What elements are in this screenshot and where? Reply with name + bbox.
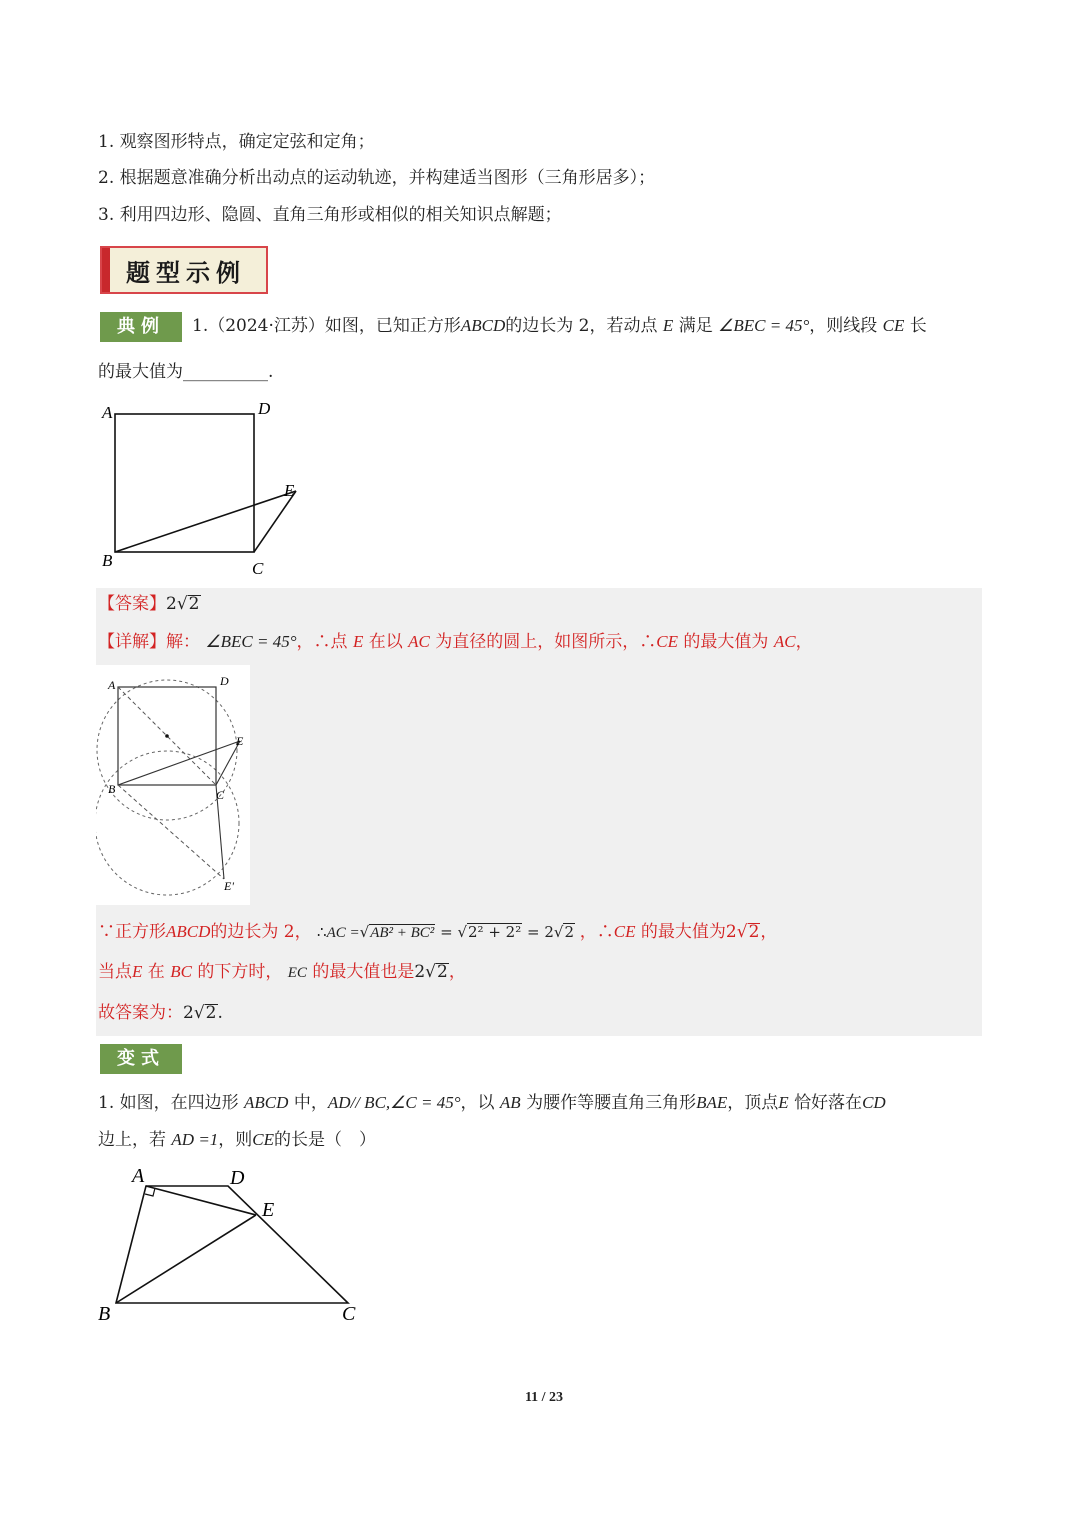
segment-be: [116, 1215, 256, 1303]
answer-line: [98, 594, 201, 614]
segment-be-prime: [118, 785, 224, 879]
q-mid1: 的边长为 2，若动点: [505, 316, 658, 336]
v-bae: BAE: [696, 1093, 728, 1112]
fig3-label-d: D: [230, 1167, 245, 1189]
sqrt-sign-3: √: [553, 923, 564, 941]
v-prefix: 1. 如图，在四边形: [98, 1093, 239, 1113]
detail-e: E: [352, 632, 364, 651]
detail-5: 的最大值为: [683, 632, 769, 652]
detail-line: [98, 632, 813, 652]
answer-label: 【答案】: [98, 594, 166, 614]
v-ab: AB: [499, 1093, 521, 1112]
v-mid4: ，顶点: [727, 1093, 779, 1113]
sol-l2-bc: BC: [170, 962, 192, 981]
variant-question-line1: [98, 1093, 886, 1113]
banner-accent: [102, 248, 110, 292]
sol-l1-eq2: = 2: [527, 923, 554, 941]
q-ce: CE: [882, 316, 905, 335]
sol-l1-rad2: 2² + 2²: [468, 923, 522, 941]
detail-4: ∴: [639, 632, 657, 652]
fig3-label-e: E: [262, 1199, 275, 1221]
step-2: 2. 根据题意准确分析出动点的运动轨迹，并构建适当图形（三角形居多）；: [98, 168, 656, 188]
detail-1: ，∴点: [296, 632, 348, 652]
center-dot: [165, 734, 169, 738]
v-cd: CD: [862, 1093, 886, 1112]
fig2-label-e-prime: E': [224, 879, 234, 893]
sqrt-sign-4: √: [736, 922, 748, 942]
square-abcd: [115, 414, 254, 552]
sol-l3-coef: 2: [183, 1003, 194, 1023]
answer-rad: 2: [188, 594, 200, 614]
section-banner: [100, 246, 268, 294]
answer-coef: 2: [166, 594, 177, 614]
sol-l1-eq: =: [440, 923, 453, 941]
sol-l1-formula-a: AC =: [326, 925, 360, 941]
v-cond: AD// BC,∠C = 45°: [327, 1093, 461, 1112]
fig2-label-e: E: [236, 734, 244, 748]
example-question-line1: [192, 316, 927, 336]
detail-ac2: AC: [773, 632, 796, 651]
figure-square-abcd: [98, 398, 308, 580]
sol-l1-d: ，∴: [579, 922, 614, 942]
sol-l1-rad3: 2: [564, 923, 574, 941]
segment-ae: [146, 1186, 256, 1215]
detail-label: 【详解】解：: [98, 632, 200, 652]
v-mid2: ，以: [460, 1093, 495, 1113]
sqrt-sign-2: √: [457, 923, 467, 941]
detail-angle: ∠BEC = 45°: [205, 632, 297, 651]
sqrt-sign-1: √: [359, 923, 370, 941]
solution-line-2: [98, 962, 466, 983]
v-e: E: [778, 1093, 789, 1112]
step-3: 3. 利用四边形、隐圆、直角三角形或相似的相关知识点解题；: [98, 205, 562, 225]
sol-l1-b: 的边长为 2，: [210, 922, 312, 942]
q-angle: ∠BEC = 45°: [718, 316, 810, 335]
solution-line-1: [98, 922, 777, 943]
detail-ce: CE: [656, 632, 679, 651]
step-1: 1. 观察图形特点，确定定弦和定角；: [98, 132, 375, 152]
figure-trapezoid: [96, 1162, 366, 1334]
sol-l2-rad: 2: [437, 962, 448, 982]
fig2-label-a: A: [108, 678, 116, 692]
v-l2b: ，则: [218, 1130, 253, 1150]
detail-3: 为直径的圆上，如图所示，: [435, 632, 640, 652]
v-mid5: 恰好落在: [794, 1093, 863, 1113]
q-e: E: [662, 316, 674, 335]
sol-l1-e: 的最大值为: [640, 922, 726, 942]
sol-l1-rad4: 2: [748, 922, 760, 942]
sol-l2-f: ，: [448, 962, 466, 982]
v-ce: CE: [252, 1130, 275, 1149]
fig2-label-c: C: [216, 788, 225, 802]
fig3-label-b: B: [98, 1303, 111, 1325]
fig2-label-d: D: [220, 674, 229, 688]
solution-line-3: [98, 1003, 223, 1023]
sol-l3-a: 故答案为：: [98, 1003, 183, 1023]
sol-l1-c: ∴: [317, 923, 327, 941]
segment-be: [115, 491, 296, 552]
example-tag: 典例: [100, 312, 182, 342]
trapezoid-abcd: [116, 1186, 348, 1303]
detail-2: 在以: [368, 632, 403, 652]
sol-l2-c: 的下方时，: [197, 962, 283, 982]
variant-tag: 变式: [100, 1044, 182, 1074]
right-angle-mark: [145, 1188, 155, 1196]
sol-formula: [317, 923, 580, 941]
page-number: 11 / 23: [524, 1390, 564, 1405]
sqrt-sign: √: [176, 594, 188, 614]
sol-l1-a: ∵正方形: [98, 922, 166, 942]
q-abcd: ABCD: [460, 316, 506, 335]
detail-ac: AC: [408, 632, 430, 651]
v-l2c: 的长是（ ）: [274, 1130, 377, 1150]
sol-l2-b: 在: [147, 962, 165, 982]
example-question-line2: [98, 362, 273, 382]
sol-l2-coef: 2: [414, 962, 426, 982]
label-b: B: [102, 551, 113, 570]
sol-l2-e: E: [132, 962, 143, 981]
q-prefix: 1.（2024·江苏）如图，已知正方形: [192, 316, 461, 336]
q-end: 长: [909, 316, 927, 336]
fig2-label-b: B: [108, 782, 116, 796]
sqrt-sign-5: √: [425, 962, 436, 982]
fig3-label-a: A: [132, 1165, 145, 1187]
sqrt-sign-6: √: [193, 1003, 205, 1023]
v-ad: AD =1: [171, 1130, 219, 1149]
label-d: D: [258, 399, 271, 418]
q-period: .: [268, 362, 274, 382]
v-abcd: ABCD: [244, 1093, 289, 1112]
v-mid3: 为腰作等腰直角三角形: [526, 1093, 697, 1113]
sol-l2-d: 的最大值也是: [312, 962, 415, 982]
sol-l3-rad: 2: [205, 1003, 217, 1023]
q-mid2: 满足: [678, 316, 713, 336]
figure-circles: [96, 665, 250, 905]
sol-l1-rad1: AB² + BC²: [370, 925, 435, 941]
sol-l1-ce: CE: [613, 922, 636, 941]
sol-l2-a: 当点: [98, 962, 132, 982]
label-c: C: [252, 559, 264, 578]
section-title: 题型示例: [126, 259, 246, 287]
sol-l1-abcd: ABCD: [166, 922, 211, 941]
label-e: E: [284, 481, 295, 500]
q-mid3: ，则线段: [809, 316, 878, 336]
v-mid1: 中，: [293, 1093, 328, 1113]
sol-l1-coef: 2: [725, 922, 737, 942]
sol-l3-f: .: [217, 1003, 223, 1023]
sol-l1-f: ，: [760, 922, 778, 942]
label-a: A: [102, 403, 113, 422]
variant-question-line2: [98, 1130, 376, 1150]
answer-blank[interactable]: __________: [183, 362, 268, 382]
detail-6: ，: [795, 632, 813, 652]
segment-ce: [254, 491, 296, 552]
q-line2: 的最大值为: [98, 362, 183, 382]
fig3-label-c: C: [342, 1303, 356, 1325]
sol-l2-ec: EC: [287, 965, 307, 981]
v-l2a: 边上，若: [98, 1130, 166, 1150]
